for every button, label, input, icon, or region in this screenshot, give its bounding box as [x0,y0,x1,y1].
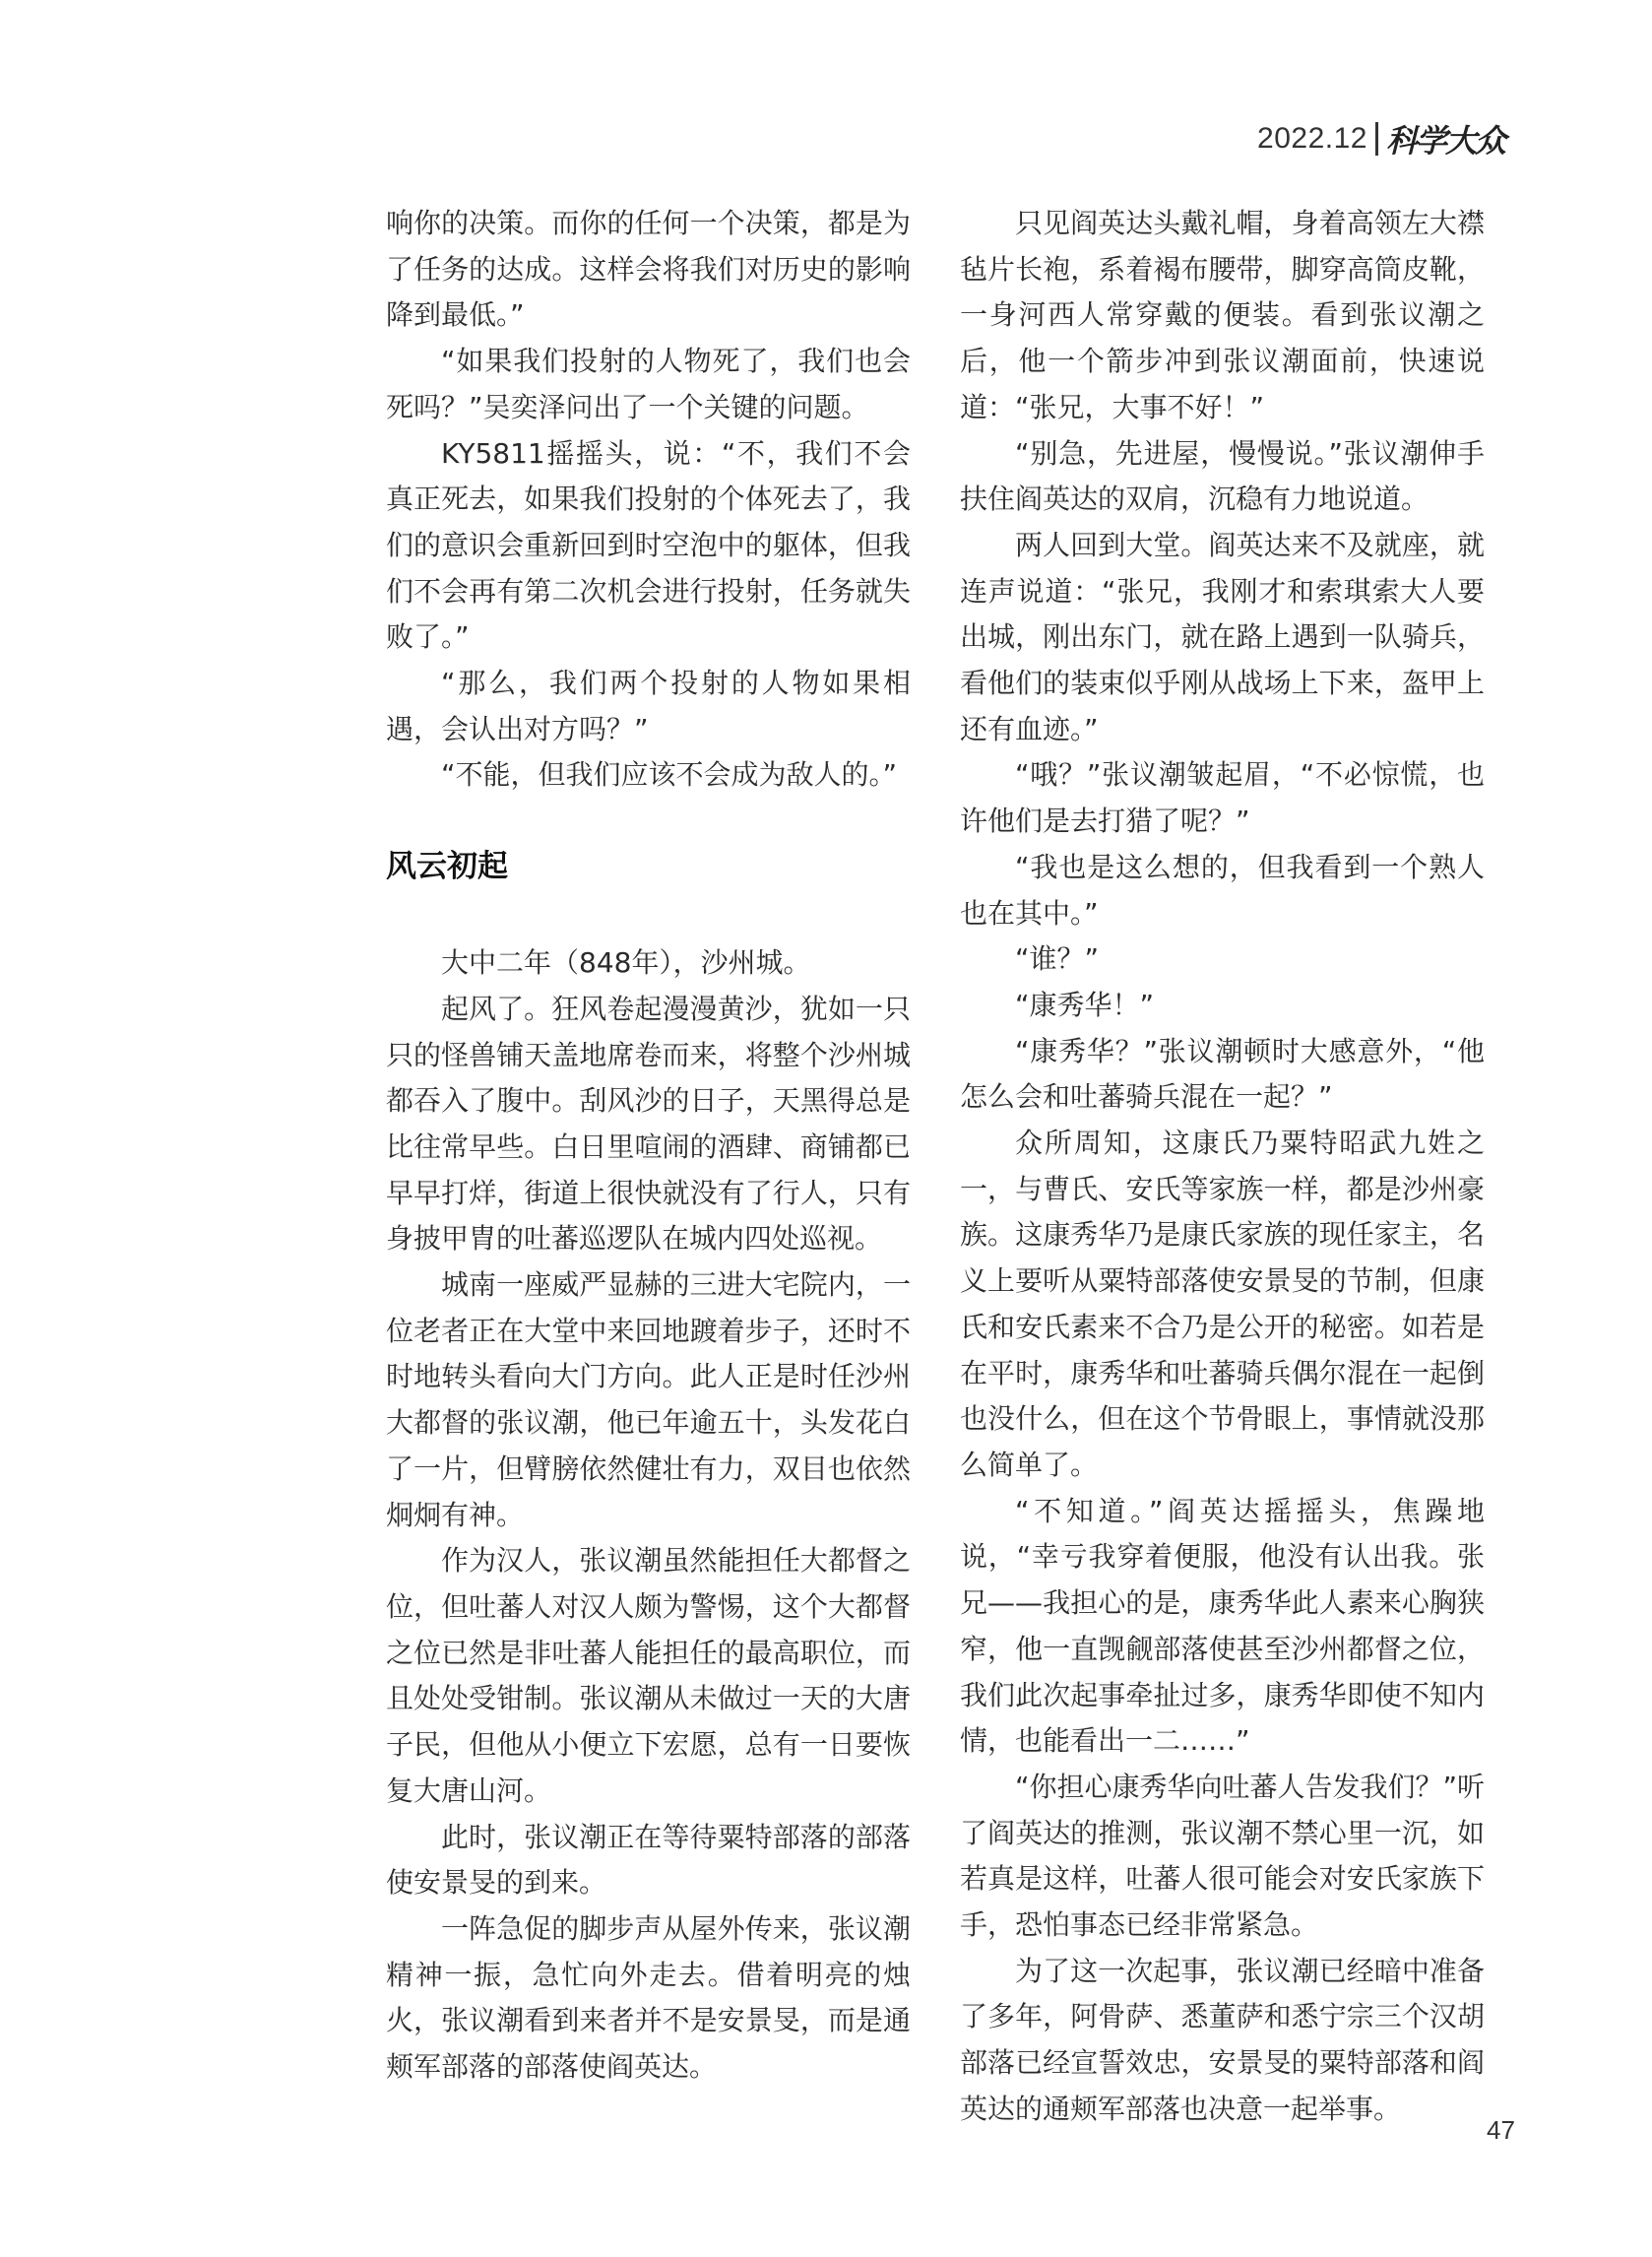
paragraph: “不能，但我们应该不会成为敌人的。” [441,758,898,792]
right-column [960,201,1485,2133]
paragraph: 大中二年（848年），沙州城。 [441,946,811,980]
paragraph: “康秀华？”张议潮顿时大感意外，“他怎么会和吐蕃骑兵混在一起？” [960,1034,1485,1114]
paragraph: “那么，我们两个投射的人物如果相遇，会认出对方吗？” [386,667,911,745]
paragraph: “你担心康秀华向吐蕃人告发我们？”听了阎英达的推测，张议潮不禁心里一沉，如若真是这样，吐蕃人很可能会对安氏家族下手，恐怕事态已经非常紧急。 [960,1770,1486,1942]
paragraph: “谁？” [1015,942,1100,976]
header-divider [1375,122,1378,156]
left-column [386,201,911,2091]
paragraph: 此时，张议潮正在等待粟特部落的部落使安景旻的到来。 [386,1820,911,1900]
paragraph: 为了这一次起事，张议潮已经暗中准备了多年，阿骨萨、悉董萨和悉宁宗三个汉胡部落已经宣誓效忠，安景旻的粟特部落和阎英达的通颊军部落也决意一起举事。 [960,1954,1485,2125]
paragraph: 作为汉人，张议潮虽然能担任大都督之位，但吐蕃人对汉人颇为警惕，这个大都督之位已然是非吐蕃人能担任的最高职位，而且处处受钳制。张议潮从未做过一天的大唐子民，但他从小便立下宏愿，总有一日要恢复大唐山河。 [386,1544,911,1807]
page-header [1257,116,1504,161]
paragraph: 众所周知，这康氏乃粟特昭武九姓之一，与曹氏、安氏等家族一样，都是沙州豪族。这康秀华乃是康氏家族的现任家主，名义上要听从粟特部落使安景旻的节制，但康氏和安氏素来不合乃是公开的秘密。如若是在平时，康秀华和吐蕃骑兵偶尔混在一起倒也没什么，但在这个节骨眼上，事情就没那么简单了。 [960,1127,1485,1481]
magazine-title: 科学大众 [1385,122,1504,160]
paragraph: “别急，先进屋，慢慢说。”张议潮伸手扶住阎英达的双肩，沉稳有力地说道。 [960,436,1485,516]
paragraph: 响你的决策。而你的任何一个决策，都是为了任务的达成。这样会将我们对历史的影响降到最低。” [386,207,911,332]
paragraph: 起风了。狂风卷起漫漫黄沙，犹如一只只的怪兽铺天盖地席卷而来，将整个沙州城都吞入了腹中。刮风沙的日子，天黑得总是比往常早些。白日里喧闹的酒肆、商铺都已早早打烊，街道上很快就没有了行人，只有身披甲胄的吐蕃巡逻队在城内四处巡视。 [386,992,911,1256]
paragraph: 只见阎英达头戴礼帽，身着高领左大襟毡片长袍，系着褐布腰带，脚穿高筒皮靴，一身河西人常穿戴的便装。看到张议潮之后，他一个箭步冲到张议潮面前，快速说道：“张兄，大事不好！” [960,207,1485,423]
paragraph: “我也是这么想的，但我看到一个熟人也在其中。” [960,850,1485,930]
page-number: 47 [1487,2115,1515,2145]
issue-date: 2022.12 [1257,122,1367,155]
paragraph: “康秀华！” [1015,988,1155,1021]
paragraph: “不知道。”阎英达摇摇头，焦躁地说，“幸亏我穿着便服，他没有认出我。张兄——我担心的是，康秀华此人素来心胸狭窄，他一直觊觎部落使甚至沙州都督之位，我们此次起事牵扯过多，康秀华即使不知内情，也能看出一二……” [960,1494,1485,1758]
paragraph: 一阵急促的脚步声从屋外传来，张议潮精神一振，急忙向外走去。借着明亮的烛火，张议潮看到来者并不是安景旻，而是通颊军部落的部落使阎英达。 [386,1911,911,2084]
paragraph: KY5811摇摇头，说：“不，我们不会真正死去，如果我们投射的个体死去了，我们的意识会重新回到时空泡中的躯体，但我们不会再有第二次机会进行投射，任务就失败了。” [386,436,911,654]
paragraph: 两人回到大堂。阎英达来不及就座，就连声说道：“张兄，我刚才和索琪索大人要出城，刚出东门，就在路上遇到一队骑兵，看他们的装束似乎刚从战场上下来，盔甲上还有血迹。” [960,528,1485,745]
paragraph: “哦？”张议潮皱起眉，“不必惊慌，也许他们是去打猎了呢？” [960,758,1485,838]
paragraph: “如果我们投射的人物死了，我们也会死吗？”吴奕泽问出了一个关键的问题。 [386,345,911,423]
paragraph: 城南一座威严显赫的三进大宅院内，一位老者正在大堂中来回地踱着步子，还时不时地转头看向大门方向。此人正是时任沙州大都督的张议潮，他已年逾五十，头发花白了一片，但臂膀依然健壮有力，双目也依然炯炯有神。 [386,1268,911,1531]
section-heading: 风云初起 [386,849,508,885]
